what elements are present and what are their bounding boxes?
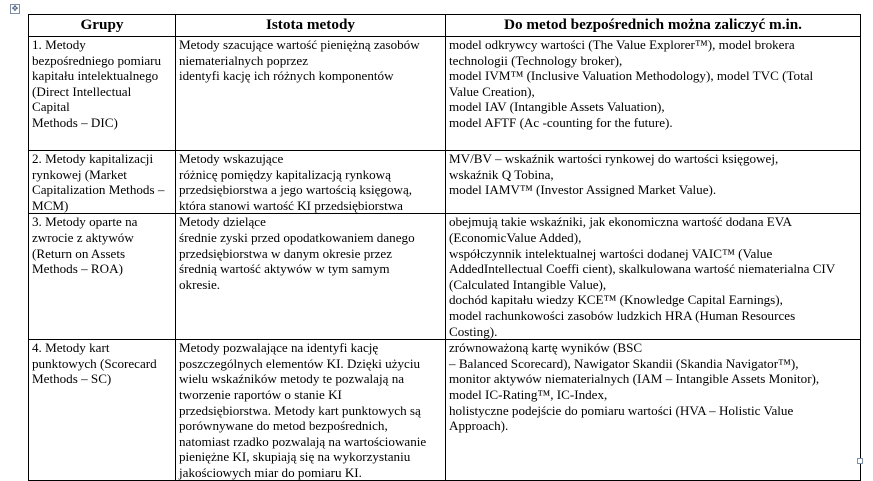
cell-line: porównywane do metod bezpośrednich, [179, 418, 388, 434]
cell-line: (EconomicValue Added), [449, 229, 582, 245]
cell-line: Metody dzielące [179, 214, 266, 230]
cell-line: Capitalization Methods – [32, 182, 165, 198]
cell-line: (Calculated Intangible Value), [449, 276, 607, 292]
table-row [29, 340, 861, 481]
essence-cell[interactable] [176, 37, 446, 151]
cell-line: model AFTF (Ac -counting for the future). [449, 114, 673, 130]
essence-cell[interactable] [176, 214, 446, 340]
cell-line: Metody pozwalające na identyfi kację [179, 340, 379, 356]
cell-line: MCM) [32, 197, 69, 213]
cell-line: holistyczne podejście do pomiaru wartości (HVA – Holistic Value [449, 402, 794, 418]
cell-line: MV/BV – wskaźnik wartości rynkowej do wartości księgowej, [449, 151, 779, 166]
cell-line: wielu wskaźników metody te pozwalają na [179, 371, 405, 387]
cell-line: (Direct Intellectual [32, 83, 132, 99]
table-move-handle-icon[interactable]: ✥ [11, 4, 19, 13]
cell-line: 4. Metody kart [32, 340, 110, 356]
cell-line: model IAMV™ (Investor Assigned Market Value). [449, 182, 717, 198]
cell-line: monitor aktywów niematerialnych (IAM – Intangible Assets Monitor), [449, 371, 820, 387]
table-row [29, 37, 861, 151]
cell-line: 2. Metody kapitalizacji [32, 151, 154, 166]
methods-cell[interactable] [446, 37, 861, 151]
cell-line: obejmują takie wskaźniki, jak ekonomiczna wartość dodana EVA [449, 214, 793, 230]
cell-line: 1. Metody [32, 37, 86, 52]
cell-line: wskaźnik Q Tobina, [449, 166, 554, 182]
cell-line: model rachunkowości zasobów ludzkich HRA (Human Resources [449, 307, 796, 323]
table-row [29, 151, 861, 214]
cell-line: technologii (Technology broker), [449, 52, 623, 68]
methods-cell[interactable] [446, 340, 861, 481]
cell-line: Value Creation), [449, 83, 535, 99]
cell-line: Methods – SC) [32, 371, 112, 387]
cell-line: natomiast rzadko pozwalają na wartościowanie [179, 433, 427, 449]
methods-cell[interactable] [446, 214, 861, 340]
cell-line: która stanowi wartość KI przedsiębiorstwa [179, 197, 403, 213]
cell-line: model IAV (Intangible Assets Valuation), [449, 99, 665, 115]
cell-line: współczynnik intelektualnej wartości dodanej VAIC™ (Value [449, 245, 773, 261]
cell-line: przedsiębiorstwa a jego wartością księgową, [179, 182, 413, 198]
group-cell[interactable] [29, 37, 176, 151]
cell-line: niematerialnych poprzez [179, 52, 309, 68]
cell-line: średnią wartość aktywów w tym samym [179, 261, 390, 277]
group-cell[interactable] [29, 151, 176, 214]
cell-line: poszczególnych elementów KI. Dzięki użyciu [179, 355, 421, 371]
cell-line: średnie zyski przed opodatkowaniem danego [179, 229, 415, 245]
cell-line: Metody wskazujące [179, 151, 284, 166]
table-resize-handle[interactable] [857, 458, 863, 464]
cell-line: kapitału intelektualnego [32, 68, 159, 84]
cell-line: Metody szacujące wartość pieniężną zasobów [179, 37, 420, 52]
cell-line: Methods – ROA) [32, 261, 123, 277]
cell-line: pieniężne KI, skupiają się na wykorzystaniu [179, 449, 411, 465]
group-cell[interactable] [29, 214, 176, 340]
header-row [29, 15, 861, 37]
header-groups: Grupy [29, 15, 176, 37]
cell-line: model IVM™ (Inclusive Valuation Methodology), model TVC (Total [449, 68, 814, 84]
cell-line: zrównoważoną kartę wyników (BSC [449, 340, 643, 356]
essence-cell[interactable] [176, 340, 446, 481]
cell-line: okresie. [179, 276, 221, 292]
cell-line: rynkowej (Market [32, 166, 127, 182]
cell-line: jakościowych miar do pomiaru KI. [179, 464, 362, 480]
methods-cell[interactable] [446, 151, 861, 214]
cell-line: dochód kapitału wiedzy KCE™ (Knowledge Capital Earnings), [449, 292, 783, 308]
cell-line: (Return on Assets [32, 245, 126, 261]
methods-table [28, 14, 861, 481]
cell-line: Costing). [449, 323, 498, 339]
cell-line: 3. Metody oparte na [32, 214, 138, 230]
cell-line: przedsiębiorstwa w danym okresie przez [179, 245, 393, 261]
cell-line: Approach). [449, 418, 509, 434]
cell-line: – Balanced Scorecard), Nawigator Skandii (Skandia Navigator™), [449, 355, 799, 371]
table-row [29, 214, 861, 340]
cell-line: bezpośredniego pomiaru [32, 52, 162, 68]
essence-cell[interactable] [176, 151, 446, 214]
cell-line: model IC-Rating™, IC-Index, [449, 386, 608, 402]
cell-line: AddedIntellectual Coeffi cient), skalkulowana wartość niematerialna CIV [449, 261, 836, 277]
cell-line: Methods – DIC) [32, 114, 118, 130]
cell-line: tworzenie raportów o stanie KI [179, 386, 342, 402]
cell-line: identyfi kację ich różnych komponentów [179, 68, 394, 84]
cell-line: punktowych (Scorecard [32, 355, 157, 371]
header-methods: Do metod bezpośrednich można zaliczyć m.in. [446, 15, 861, 37]
header-essence: Istota metody [176, 15, 446, 37]
cell-line: model odkrywcy wartości (The Value Explorer™), model brokera [449, 37, 795, 52]
cell-line: zwrocie z aktywów [32, 229, 134, 245]
cell-line: Capital [32, 99, 70, 115]
group-cell[interactable] [29, 340, 176, 481]
cell-line: przedsiębiorstwa. Metody kart punktowych są [179, 402, 421, 418]
cell-line: różnicę pomiędzy kapitalizacją rynkową [179, 166, 391, 182]
